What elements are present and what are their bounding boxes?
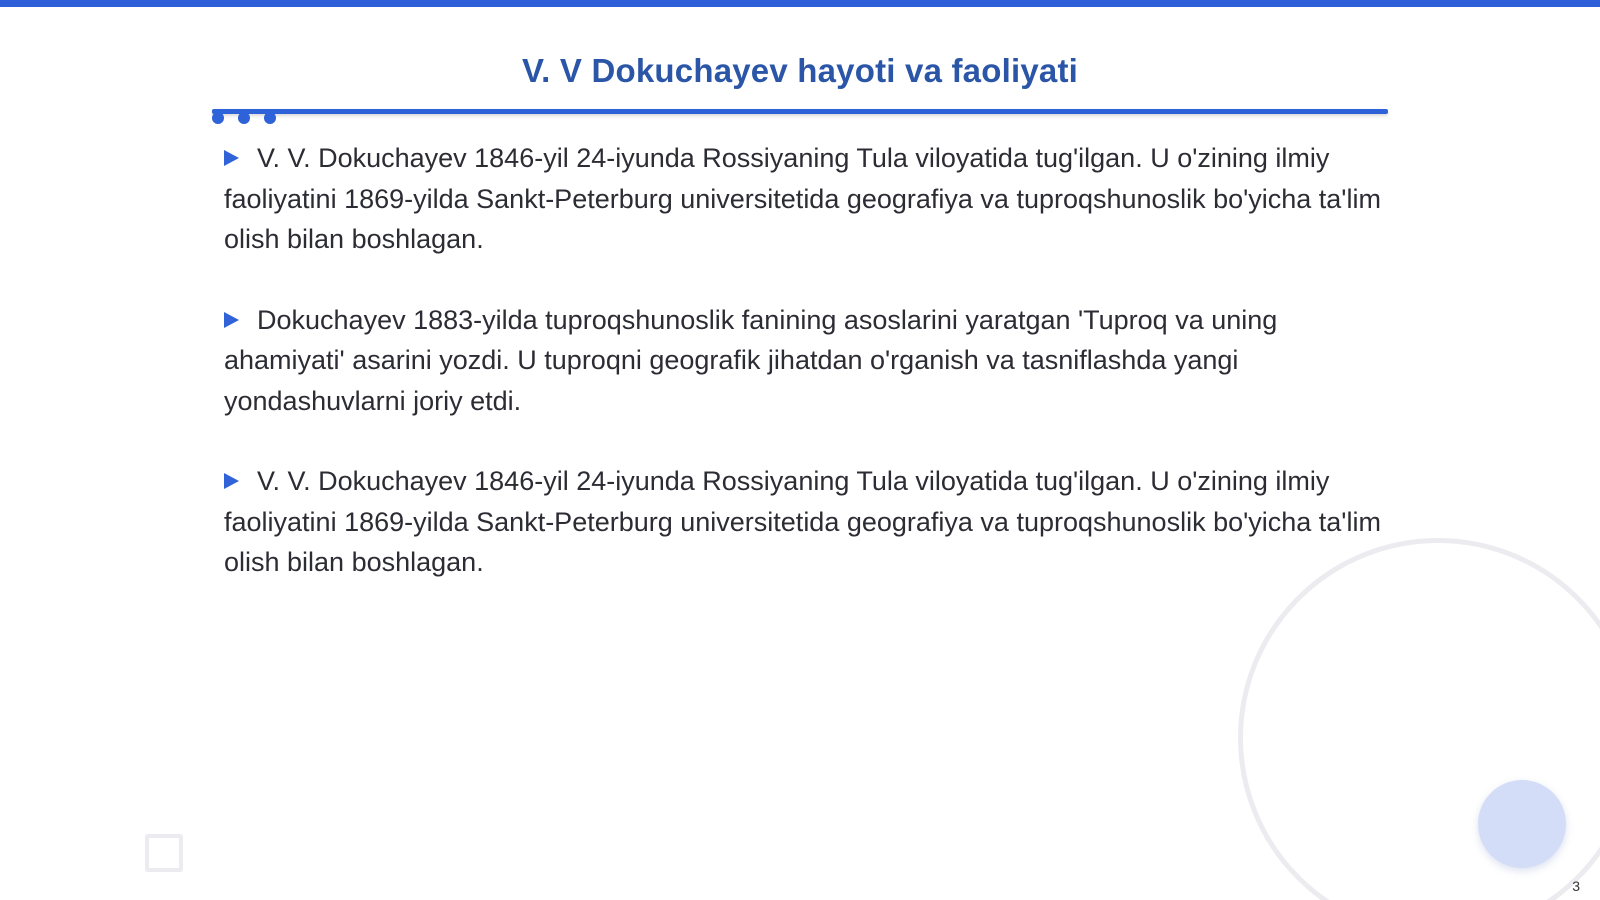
bullet-list bbox=[224, 138, 1384, 623]
bullet-text: Dokuchayev 1883-yilda tuproqshunoslik fanining asoslarini yaratgan 'Tuproq va uning ahamiyati' asarini yozdi. U tuproqni geografik jihatdan o'rganish va tasniflashda yangi yondashuvlarni joriy etdi. bbox=[224, 304, 1278, 416]
bullet-item bbox=[224, 138, 1384, 260]
arrow-icon bbox=[224, 312, 239, 328]
decorative-circle bbox=[1478, 780, 1566, 868]
title-underline bbox=[212, 109, 1388, 114]
slide-title: V. V Dokuchayev hayoti va faoliyati bbox=[521, 52, 1078, 89]
underline-dot bbox=[212, 112, 224, 124]
bullet-item bbox=[224, 461, 1384, 583]
underline-dot bbox=[238, 112, 250, 124]
bullet-text: V. V. Dokuchayev 1846-yil 24-iyunda Rossiyaning Tula viloyatida tug'ilgan. U o'zining ilmiy faoliyatini 1869-yilda Sankt-Peterburg universitetida geografiya va tuproqshunoslik bo'yicha ta'lim olish bilan boshlagan. bbox=[224, 143, 1381, 254]
page-number: 3 bbox=[1572, 878, 1580, 894]
bullet-text: V. V. Dokuchayev 1846-yil 24-iyunda Rossiyaning Tula viloyatida tug'ilgan. U o'zining ilmiy faoliyatini 1869-yilda Sankt-Peterburg universitetida geografiya va tuproqshunoslik bo'yicha ta'lim olish bilan boshlagan. bbox=[224, 466, 1381, 577]
top-accent-bar bbox=[0, 0, 1600, 7]
underline-dot bbox=[264, 112, 276, 124]
decorative-square bbox=[145, 834, 183, 872]
bullet-item bbox=[224, 300, 1384, 422]
arrow-icon bbox=[224, 150, 239, 166]
arrow-icon bbox=[224, 473, 239, 489]
